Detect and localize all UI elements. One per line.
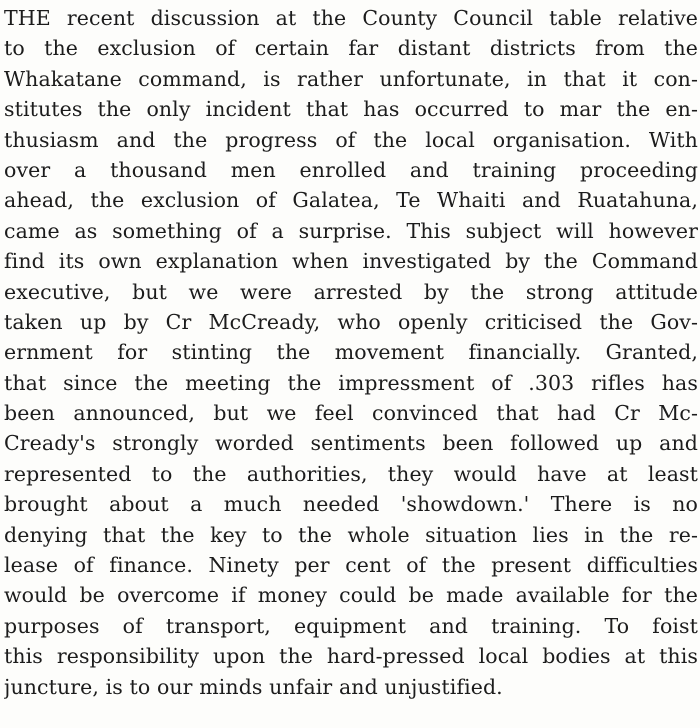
- text-line: would be overcome if money could be made available for the: [4, 583, 698, 608]
- text-line: lease of finance. Ninety per cent of the present difficulties: [4, 553, 698, 578]
- text-line: ahead, the exclusion of Galatea, Te Whaiti and Ruatahuna,: [4, 188, 698, 213]
- text-line: denying that the key to the whole situation lies in the re-: [4, 522, 698, 547]
- text-line: brought about a much needed 'showdown.' There is no: [4, 492, 698, 517]
- text-line: taken up by Cr McCready, who openly criticised the Gov-: [4, 309, 698, 334]
- editorial-paragraph: [4, 3, 698, 702]
- text-line: Whakatane command, is rather unfortunate, in that it con-: [4, 66, 698, 91]
- text-line: THE recent discussion at the County Council table relative: [4, 6, 698, 30]
- text-line: find its own explanation when investigated by the Command: [4, 249, 698, 274]
- text-line: purposes of transport, equipment and training. To foist: [4, 613, 698, 638]
- text-line: represented to the authorities, they would have at least: [4, 461, 698, 486]
- text-line: this responsibility upon the hard-pressed local bodies at this: [4, 644, 698, 669]
- text-line: stitutes the only incident that has occurred to mar the en-: [4, 97, 698, 122]
- text-line: to the exclusion of certain far distant districts from the: [4, 36, 698, 61]
- text-line: over a thousand men enrolled and training proceeding: [4, 157, 698, 182]
- text-line: thusiasm and the progress of the local organisation. With: [4, 127, 698, 152]
- text-line: been announced, but we feel convinced that had Cr Mc-: [4, 401, 698, 426]
- text-line: came as something of a surprise. This subject will however: [4, 218, 698, 243]
- text-line: ernment for stinting the movement financially. Granted,: [4, 340, 698, 365]
- text-line: Cready's strongly worded sentiments been followed up and: [4, 431, 698, 456]
- text-line: executive, but we were arrested by the strong attitude: [4, 279, 698, 304]
- text-line: juncture, is to our minds unfair and unjustified.: [4, 674, 503, 699]
- text-line: that since the meeting the impressment of .303 rifles has: [4, 370, 698, 395]
